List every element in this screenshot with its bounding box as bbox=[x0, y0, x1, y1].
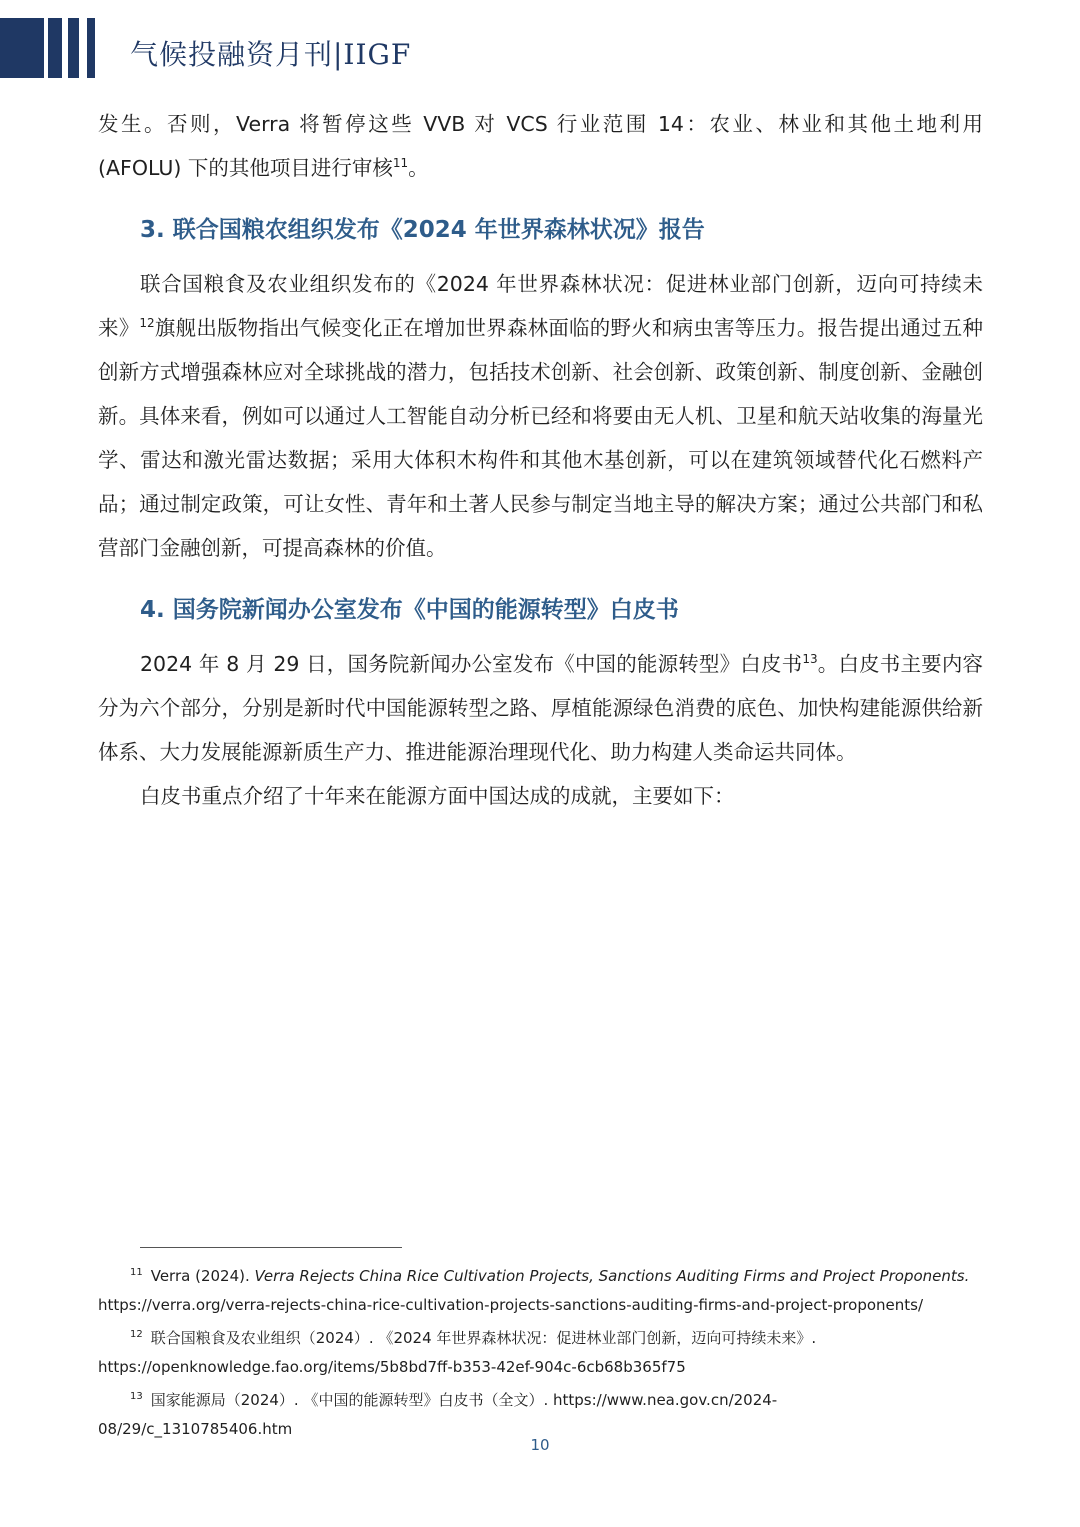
footnote-number: 13 bbox=[130, 1391, 143, 1402]
section-3-text-b: 旗舰出版物指出气候变化正在增加世界森林面临的野火和病虫害等压力。报告提出通过五种创新方式增强森林应对全球挑战的潜力，包括技术创新、社会创新、政策创新、制度创新、金融创新。具体来看，例如可以通过人工智能自动分析已经和将要由无人机、卫星和航天站收集的海量光学、雷达和激光雷达数据；采用大体积木构件和其他木基创新，可以在建筑领域替代化石燃料产品；通过制定政策，可让女性、青年和土著人民参与制定当地主导的解决方案；通过公共部门和私营部门金融创新，可提高森林的价值。 bbox=[98, 316, 984, 560]
footnote-ref-13[interactable]: 13 bbox=[802, 652, 818, 667]
footnote-ref-11[interactable]: 11 bbox=[392, 156, 409, 171]
header-title: 气候投融资月刊|IIGF bbox=[130, 38, 412, 71]
header-bar-2 bbox=[48, 18, 62, 78]
section-4-text-b: 。白皮书主要内容分为六个部分，分别是新时代中国能源转型之路、厚植能源绿色消费的底色、加快构建能源供给新体系、大力发展能源新质生产力、推进能源治理现代化、助力构建人类命运共同体。 bbox=[98, 652, 983, 764]
header-bar-3 bbox=[68, 18, 79, 78]
footnote-number: 11 bbox=[130, 1267, 143, 1278]
intro-end: 。 bbox=[408, 156, 429, 180]
footnote-source: 联合国粮食及农业组织（2024）. 《2024 年世界森林状况：促进林业部门创新，迈向可持续未来》. bbox=[150, 1329, 817, 1347]
footnote-source: Verra (2024). bbox=[150, 1267, 255, 1285]
main-content bbox=[98, 102, 983, 818]
footnote-url[interactable]: https://openknowledge.fao.org/items/5b8bd7ff-b353-42ef-904c-6cb68b365f75 bbox=[98, 1358, 686, 1376]
intro-paragraph bbox=[98, 102, 983, 190]
footnote-12 bbox=[98, 1320, 988, 1382]
footnote-divider bbox=[140, 1247, 402, 1248]
header-bar-4 bbox=[87, 18, 95, 78]
section-3-paragraph bbox=[98, 262, 983, 570]
footnote-title: Verra Rejects China Rice Cultivation Projects, Sanctions Auditing Firms and Project Proponents. bbox=[254, 1267, 970, 1285]
footnote-url[interactable]: 08/29/c_1310785406.htm bbox=[98, 1420, 293, 1438]
footnote-11 bbox=[98, 1258, 988, 1320]
footnote-source: 国家能源局（2024）. 《中国的能源转型》白皮书（全文）. https://www.nea.gov.cn/2024- bbox=[150, 1391, 778, 1409]
page-header bbox=[0, 0, 1080, 80]
footnotes bbox=[98, 1258, 988, 1444]
section-4-heading: 4. 国务院新闻办公室发布《中国的能源转型》白皮书 bbox=[140, 597, 679, 623]
section-4-text-a: 2024 年 8 月 29 日，国务院新闻办公室发布《中国的能源转型》白皮书 bbox=[140, 652, 803, 676]
intro-text: 发生。否则，Verra 将暂停这些 VVB 对 VCS 行业范围 14：农业、林业和其他土地利用 (AFOLU) 下的其他项目进行审核 bbox=[98, 112, 983, 180]
footnote-ref-12[interactable]: 12 bbox=[139, 316, 155, 331]
footnote-url[interactable]: https://verra.org/verra-rejects-china-rice-cultivation-projects-sanctions-auditing-firms-and-project-proponents/ bbox=[98, 1296, 924, 1314]
section-3-text-a: 联合国粮食及农业组织发布的《2024 年世界森林状况：促进林业部门创新，迈向可持续未来》 bbox=[98, 272, 983, 340]
section-3-heading: 3. 联合国粮农组织发布《2024 年世界森林状况》报告 bbox=[140, 217, 705, 243]
footnote-number: 12 bbox=[130, 1329, 143, 1340]
section-4-paragraph-2: 白皮书重点介绍了十年来在能源方面中国达成的成就，主要如下： bbox=[140, 784, 735, 808]
header-bar-wide bbox=[0, 18, 44, 78]
footnote-13 bbox=[98, 1382, 988, 1444]
page-number: 10 bbox=[530, 1436, 550, 1454]
section-4-paragraph-1 bbox=[98, 642, 983, 774]
